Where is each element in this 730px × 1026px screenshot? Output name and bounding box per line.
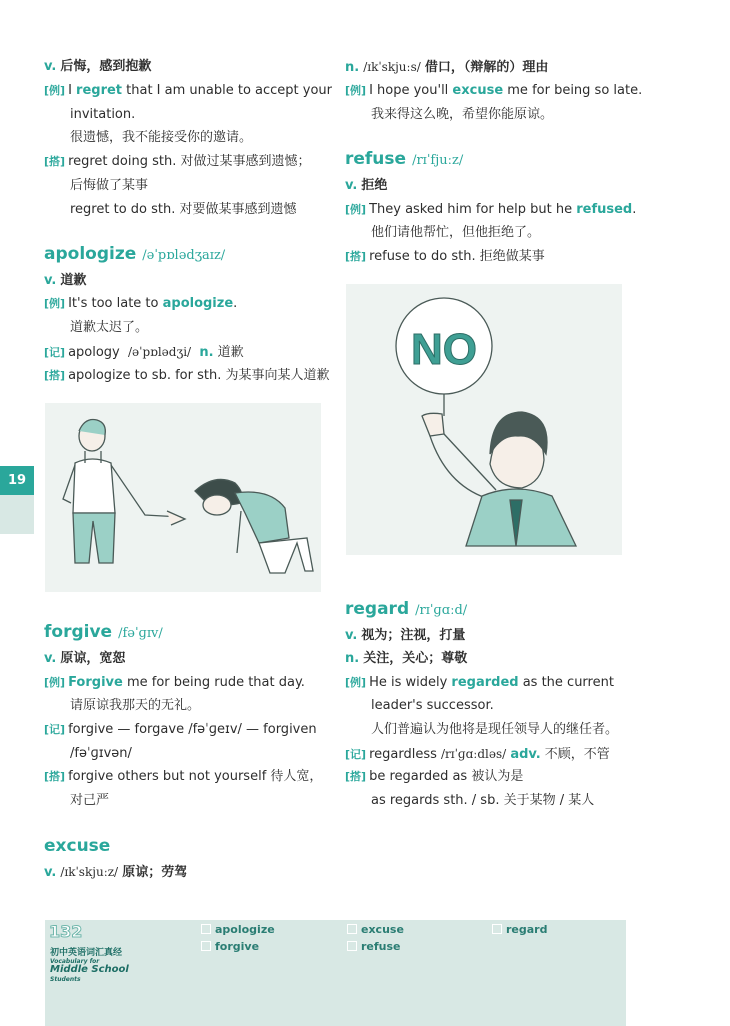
regret-example-line2: invitation.	[70, 107, 136, 122]
forgive-collocation-line2: 对己严	[70, 793, 110, 808]
phonetic: /ɪkˈskjuːs/	[363, 60, 421, 74]
memo-text: forgive — forgave /fəˈɡeɪv/ — forgiven	[68, 722, 317, 737]
definition-text: 借口，（辩解的）理由	[424, 60, 549, 75]
chapter-tab	[0, 466, 34, 534]
refuse-definition	[345, 177, 387, 195]
example-text-pre: I	[68, 83, 77, 98]
example-keyword: excuse	[452, 83, 504, 98]
refuse-illustration	[346, 284, 622, 555]
regret-example-translation: 很遗憾，我不能接受你的邀请。	[70, 130, 253, 145]
example-text-post: that I am unable to accept your	[122, 83, 333, 98]
definition-text: 原谅，宽恕	[60, 651, 126, 666]
definition-text: 拒绝	[361, 178, 388, 193]
headword-forgive	[44, 621, 163, 645]
headword-regard	[345, 598, 467, 622]
footer-review-panel	[45, 920, 626, 1026]
collocation-text: apologize to sb. for sth. 为某事向某人道歉	[68, 368, 330, 383]
example-tag: [例]	[345, 84, 367, 97]
forgive-collocation	[44, 768, 322, 786]
forgive-definition	[44, 650, 125, 668]
regard-definition-2	[345, 650, 467, 668]
example-text-pre: He is widely	[369, 675, 452, 690]
memo-word: apology	[68, 345, 120, 360]
regard-collocation-2: as regards sth. / sb. 关于某物 / 某人	[371, 793, 595, 808]
refuse-collocation	[345, 248, 545, 266]
refuse-example-translation: 他们请他帮忙，但他拒绝了。	[371, 225, 541, 240]
example-tag: [例]	[345, 203, 367, 216]
memo-pos: adv.	[510, 747, 541, 762]
checklist-label: excuse	[361, 923, 404, 936]
excuse-verb-definition	[44, 863, 187, 882]
regard-definition-1	[345, 627, 465, 645]
pos-label: v.	[44, 865, 57, 880]
example-text-post: me for being rude that day.	[122, 675, 305, 690]
headword-text: excuse	[44, 836, 111, 856]
memo-phonetic: /əˈpɒlədʒi/	[128, 345, 192, 359]
example-text-post: .	[632, 202, 637, 217]
apologize-memo	[44, 343, 244, 362]
example-tag: [例]	[44, 84, 66, 97]
footer-subtitle: Vocabulary for	[50, 958, 100, 965]
example-text-post: me for being so late.	[503, 83, 643, 98]
phonetic: /ɪkˈskjuːz/	[60, 865, 119, 879]
footer-book-title: 初中英语词汇真经	[50, 948, 123, 958]
memo-meaning: 不顾，不管	[544, 747, 610, 762]
definition-text: 视为；注视，打量	[361, 628, 466, 643]
collocation-text: be regarded as 被认为是	[369, 769, 524, 784]
excuse-example-translation: 我来得这么晚，希望你能原谅。	[371, 107, 554, 122]
page-number: 19	[0, 466, 34, 495]
memo-tag: [记]	[345, 748, 367, 761]
pos-label: v.	[44, 59, 57, 74]
definition-text: 道歉	[60, 273, 87, 288]
regret-collocation-2: regret to do sth. 对要做某事感到遗憾	[70, 202, 297, 217]
example-keyword: regarded	[451, 675, 519, 690]
definition-text: 原谅；劳驾	[122, 865, 188, 880]
apologize-illustration	[45, 403, 321, 592]
footer-subtitle-3: Students	[50, 976, 81, 983]
pos-label: v.	[44, 651, 57, 666]
collocation-tag: [搭]	[345, 250, 367, 263]
collocation-tag: [搭]	[44, 770, 66, 783]
example-text-post: .	[233, 296, 238, 311]
headword-apologize	[44, 243, 225, 267]
excuse-example	[345, 82, 642, 100]
collocation-text: refuse to do sth. 拒绝做某事	[369, 249, 545, 264]
pos-label: v.	[44, 273, 57, 288]
example-tag: [例]	[345, 676, 367, 689]
memo-tag: [记]	[44, 723, 66, 736]
regard-example-line2: leader's successor.	[371, 698, 494, 713]
footer-subtitle-2: Middle School	[50, 964, 129, 975]
phonetic: /əˈpɒlədʒaɪz/	[142, 248, 226, 263]
memo-word: regardless	[369, 747, 437, 762]
phonetic: /rɪˈfjuːz/	[412, 153, 464, 168]
refuse-scene-image	[346, 284, 622, 555]
regret-example	[44, 82, 332, 100]
headword-text: apologize	[44, 244, 137, 264]
example-keyword: refused	[576, 202, 633, 217]
example-tag: [例]	[44, 676, 66, 689]
collocation-tag: [搭]	[44, 369, 66, 382]
regard-example	[345, 674, 614, 692]
regard-collocation-1	[345, 768, 523, 786]
refuse-example	[345, 201, 636, 219]
forgive-example-translation: 请原谅我那天的无礼。	[70, 698, 201, 713]
regard-memo	[345, 745, 610, 764]
apologize-scene-image	[45, 403, 321, 592]
phonetic: /rɪˈɡɑːd/	[415, 603, 468, 618]
checklist-item[interactable]	[347, 940, 401, 953]
headword-text: refuse	[345, 149, 407, 169]
checklist-label: refuse	[361, 940, 401, 953]
checkbox-icon[interactable]	[347, 924, 357, 934]
definition-text: 关注，关心；尊敬	[363, 651, 468, 666]
forgive-memo	[44, 721, 317, 739]
checkbox-icon[interactable]	[201, 924, 211, 934]
checkbox-icon[interactable]	[347, 941, 357, 951]
regret-collocation-1b: 后悔做了某事	[70, 178, 149, 193]
example-text-pre: They asked him for help but he	[369, 202, 577, 217]
memo-phonetic: /rɪˈɡɑːdləs/	[441, 747, 507, 761]
regret-collocation-1	[44, 153, 310, 171]
example-keyword: Forgive	[68, 675, 123, 690]
apologize-example-translation: 道歉太迟了。	[70, 320, 149, 335]
definition-text: 后悔，感到抱歉	[60, 59, 152, 74]
checkbox-icon[interactable]	[492, 924, 502, 934]
checklist-item[interactable]	[492, 923, 547, 936]
checklist-label: forgive	[215, 940, 260, 953]
pos-label: n.	[345, 60, 360, 75]
example-text-pre: It's too late to	[68, 296, 163, 311]
memo-pos: n.	[199, 345, 214, 360]
checklist-label: apologize	[215, 923, 275, 936]
pos-label: v.	[345, 178, 358, 193]
headword-excuse	[44, 835, 110, 857]
headword-refuse	[345, 148, 463, 172]
checkbox-icon[interactable]	[201, 941, 211, 951]
forgive-memo-line2: /fəˈɡɪvən/	[70, 746, 132, 761]
regret-definition	[44, 58, 151, 76]
example-keyword: apologize	[162, 296, 234, 311]
headword-text: regard	[345, 599, 410, 619]
no-sign-text: NO	[411, 325, 477, 374]
checklist-label: regard	[506, 923, 548, 936]
phonetic: /fəˈɡɪv/	[118, 626, 163, 641]
collocation-tag: [搭]	[44, 155, 66, 168]
collocation-tag: [搭]	[345, 770, 367, 783]
example-text-pre: I hope you'll	[369, 83, 453, 98]
memo-tag: [记]	[44, 346, 66, 359]
footer-number: 132	[49, 922, 83, 941]
checklist-item[interactable]	[347, 923, 404, 936]
collocation-text: regret doing sth. 对做过某事感到遗憾；	[68, 154, 311, 169]
apologize-collocation	[44, 367, 329, 385]
apologize-definition	[44, 272, 86, 290]
memo-meaning: 道歉	[217, 345, 244, 360]
example-text-post: as the current	[518, 675, 614, 690]
checklist-item[interactable]	[201, 923, 275, 936]
checklist-item[interactable]	[201, 940, 259, 953]
regard-example-translation: 人们普遍认为他将是现任领导人的继任者。	[371, 722, 619, 737]
excuse-noun-definition	[345, 58, 548, 77]
pos-label: v.	[345, 628, 358, 643]
forgive-example	[44, 674, 305, 692]
apologize-example	[44, 295, 237, 313]
pos-label: n.	[345, 651, 360, 666]
headword-text: forgive	[44, 622, 113, 642]
example-tag: [例]	[44, 297, 66, 310]
collocation-text: forgive others but not yourself 待人宽，	[68, 769, 323, 784]
example-keyword: regret	[76, 83, 123, 98]
